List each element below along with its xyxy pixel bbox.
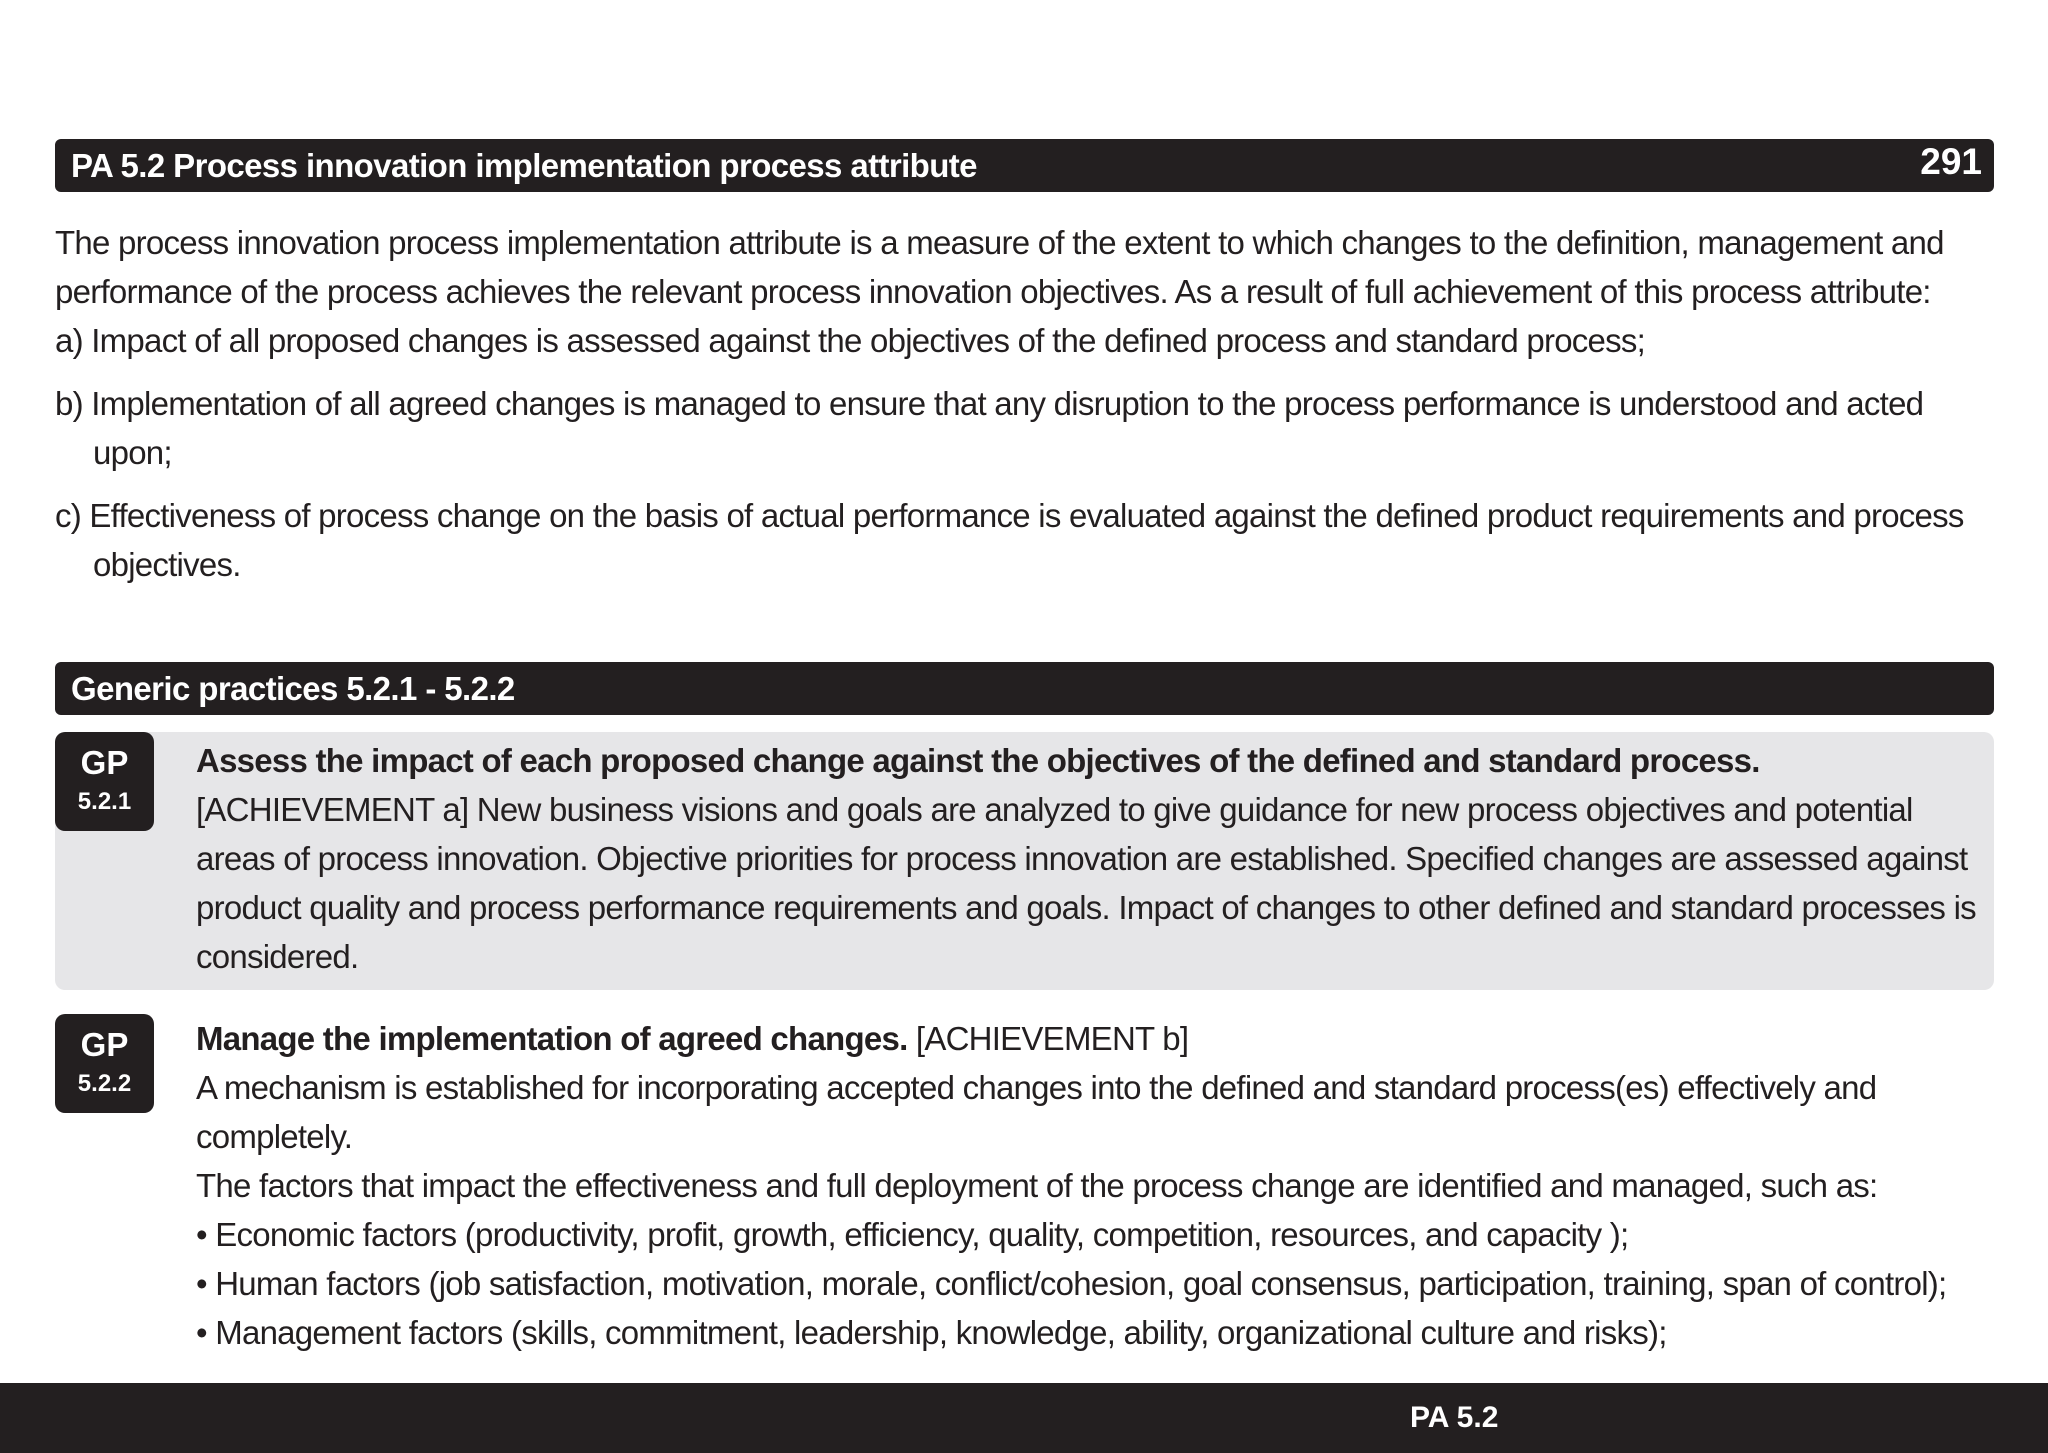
page-header-bar: [55, 139, 1994, 192]
gp-badge-label: GP: [80, 744, 129, 781]
page-title: PA 5.2 Process innovation implementation process attribute: [71, 147, 977, 184]
footer-label: PA 5.2: [1410, 1401, 1499, 1434]
bullet-economic-factors: • Economic factors (productivity, profit, growth, efficiency, quality, competition, resources, and capacity );: [196, 1216, 1629, 1253]
intro-section: [55, 218, 1995, 589]
gp-line-mechanism: A mechanism is established for incorporating accepted changes into the defined and standard process(es) effectively and completely.: [196, 1069, 1877, 1155]
page-number: 291: [1920, 141, 1982, 182]
gp-line-factors: The factors that impact the effectiveness and full deployment of the process change are identified and managed, such as:: [196, 1167, 1878, 1204]
gp-badge: [55, 1014, 154, 1113]
page-footer-bar: [0, 1383, 2048, 1453]
gp-heading: Assess the impact of each proposed change against the objectives of the defined and standard process.: [196, 742, 1760, 779]
outcome-item-b: b) Implementation of all agreed changes is managed to ensure that any disruption to the process performance is understood and acted upon;: [55, 385, 1924, 471]
gp-heading: Manage the implementation of agreed changes.: [196, 1020, 908, 1057]
section-header-bar: [55, 662, 1994, 715]
bullet-human-factors: • Human factors (job satisfaction, motivation, morale, conflict/cohesion, goal consensus, participation, training, span of control);: [196, 1265, 1947, 1302]
outcome-item-c: c) Effectiveness of process change on the basis of actual performance is evaluated against the defined product requirements and process objectives.: [55, 497, 1964, 583]
gp-text: [196, 736, 1996, 981]
gp-badge-number: 5.2.1: [77, 788, 132, 815]
gp-heading-line: [196, 1014, 2006, 1063]
gp-heading-suffix: [ACHIEVEMENT b]: [907, 1020, 1189, 1057]
bullet-management-factors: • Management factors (skills, commitment, leadership, knowledge, ability, organizational culture and risks);: [196, 1314, 1667, 1351]
gp-badge-number: 5.2.2: [77, 1070, 132, 1097]
gp-badge-label: GP: [80, 1026, 129, 1063]
gp-body: [ACHIEVEMENT a] New business visions and goals are analyzed to give guidance for new process objectives and potential areas of process innovation. Objective priorities for process innovation are established. Specified changes are assessed against product quality and process performance requirements and goals. Impact of changes to other defined and standard processes is considered.: [196, 791, 1976, 975]
gp-badge: [55, 732, 154, 831]
section-title: Generic practices 5.2.1 - 5.2.2: [71, 670, 515, 707]
outcome-item-a: a) Impact of all proposed changes is assessed against the objectives of the defined process and standard process;: [55, 322, 1646, 359]
generic-practice-5-2-1: [55, 732, 1994, 990]
generic-practice-5-2-2: [55, 1014, 1994, 1354]
gp-text: [196, 1014, 2006, 1357]
intro-paragraph: The process innovation process implementation attribute is a measure of the extent to which changes to the definition, management and performance of the process achieves the relevant process innovation objectives. As a result of full achievement of this process attribute:: [55, 224, 1944, 310]
